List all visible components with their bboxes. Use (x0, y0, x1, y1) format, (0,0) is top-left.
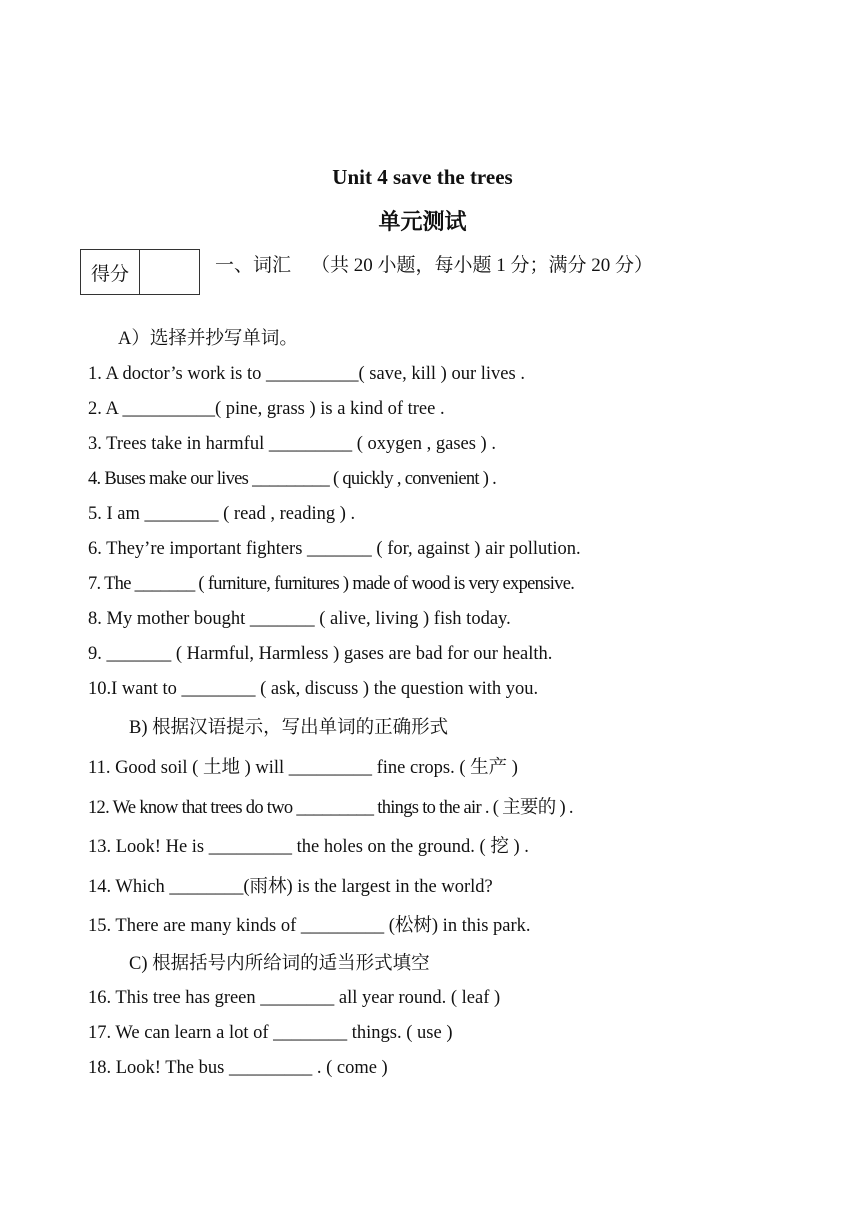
question-18: 18. Look! The bus _________ . ( come ) (88, 1058, 388, 1078)
score-box (80, 249, 200, 295)
page-title: Unit 4 save the trees (332, 165, 513, 189)
question-8: 8. My mother bought _______ ( alive, living ) fish today. (88, 609, 511, 629)
question-1: 1. A doctor’s work is to __________( save, kill ) our lives . (88, 364, 525, 384)
question-16: 16. This tree has green ________ all year round. ( leaf ) (88, 988, 501, 1008)
score-blank (140, 250, 199, 294)
question-5: 5. I am ________ ( read , reading ) . (88, 504, 356, 524)
part-a-heading: A）选择并抄写单词。 (118, 329, 298, 349)
section-points: （共 20 小题，每小题 1 分；满分 20 分） (311, 255, 654, 276)
score-label: 得分 (81, 250, 140, 294)
question-15: 15. There are many kinds of _________ (松树) in this park. (88, 916, 531, 936)
question-12: 12. We know that trees do two _________ things to the air . ( 主要的 ) . (88, 798, 573, 818)
question-2: 2. A __________( pine, grass ) is a kind of tree . (88, 399, 445, 419)
question-17: 17. We can learn a lot of ________ things. ( use ) (88, 1023, 453, 1043)
question-6: 6. They’re important fighters _______ ( for, against ) air pollution. (88, 539, 581, 559)
question-7: 7. The _______ ( furniture, furnitures ) made of wood is very expensive. (88, 574, 575, 594)
part-b-heading: B) 根据汉语提示，写出单词的正确形式 (129, 718, 449, 738)
question-14: 14. Which ________(雨林) is the largest in the world? (88, 877, 493, 897)
section-heading (215, 250, 653, 277)
question-10: 10.I want to ________ ( ask, discuss ) the question with you. (88, 679, 539, 699)
question-13: 13. Look! He is _________ the holes on the ground. ( 挖 ) . (88, 837, 529, 857)
question-9: 9. _______ ( Harmful, Harmless ) gases are bad for our health. (88, 644, 553, 664)
page-subtitle: 单元测试 (378, 209, 467, 234)
part-c-heading: C) 根据括号内所给词的适当形式填空 (129, 954, 430, 974)
question-11: 11. Good soil ( 土地 ) will _________ fine crops. ( 生产 ) (88, 758, 518, 778)
question-4: 4. Buses make our lives _________ ( quickly , convenient ) . (88, 469, 497, 489)
section-title: 一、词汇 (215, 255, 292, 276)
question-3: 3. Trees take in harmful _________ ( oxygen , gases ) . (88, 434, 496, 454)
